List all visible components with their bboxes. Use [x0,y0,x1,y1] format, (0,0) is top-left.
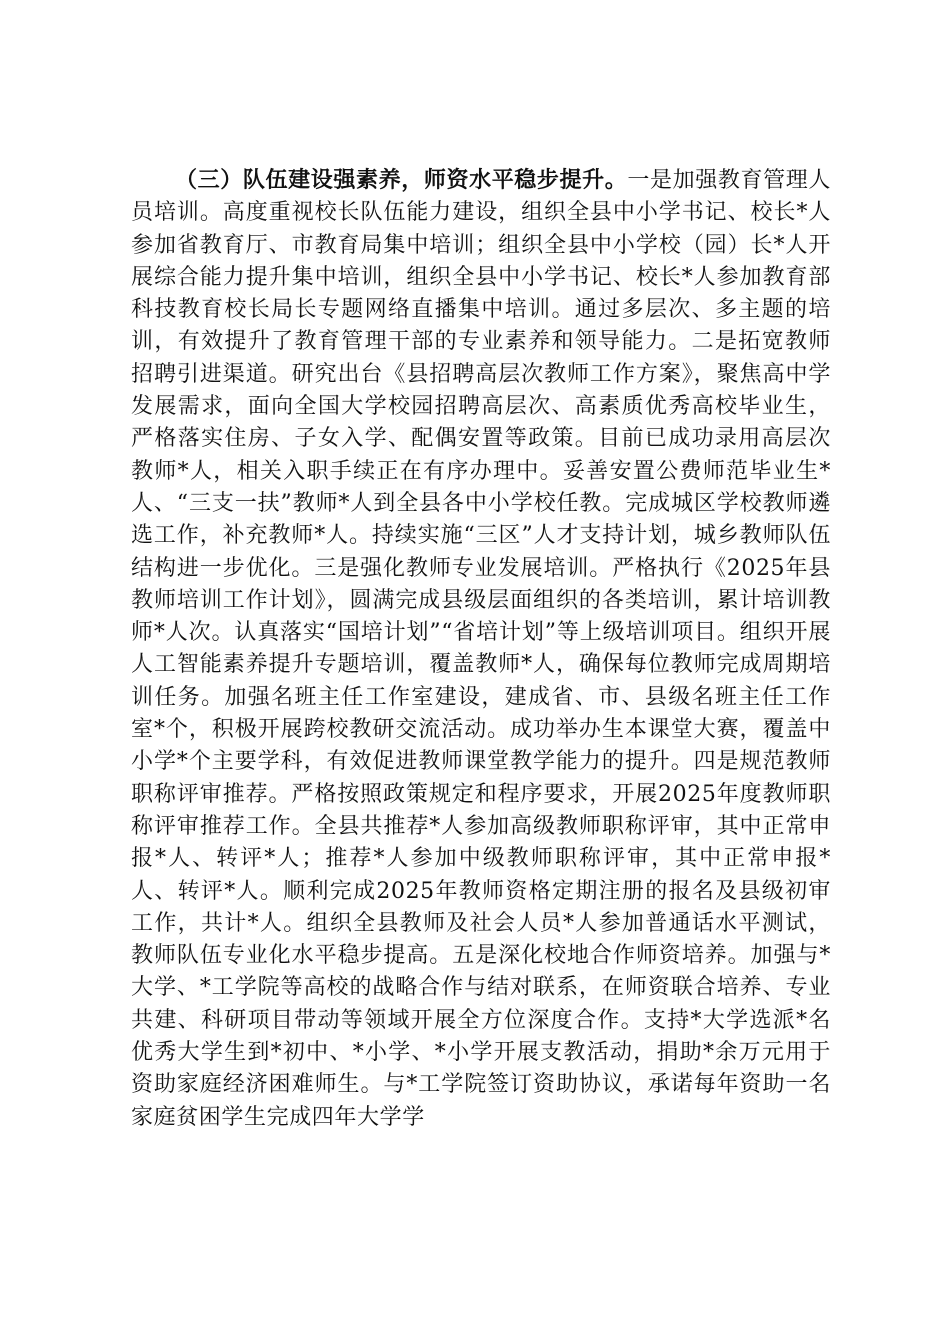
paragraph [131,165,831,1134]
section-heading: （三）队伍建设强素养，师资水平稳步提升。 [175,168,628,193]
document-body [131,165,831,1134]
paragraph-text: 一是加强教育管理人员培训。高度重视校长队伍能力建设，组织全县中小学书记、校长*人参加省教育厅、市教育局集中培训；组织全县中小学校（园）长*人开展综合能力提升集中培训，组织全县中小学书记、校长*人参加教育部科技教育校长局长专题网络直播集中培训。通过多层次、多主题的培训，有效提升了教育管理干部的专业素养和领导能力。二是拓宽教师招聘引进渠道。研究出台《县招聘高层次教师工作方案》，聚焦高中学发展需求，面向全国大学校园招聘高层次、高素质优秀高校毕业生，严格落实住房、子女入学、配偶安置等政策。目前已成功录用高层次教师*人，相关入职手续正在有序办理中。妥善安置公费师范毕业生*人、“三支一扶”教师*人到全县各中小学校任教。完成城区学校教师遴选工作，补充教师*人。持续实施“三区”人才支持计划，城乡教师队伍结构进一步优化。三是强化教师专业发展培训。严格执行《2025年县教师培训工作计划》，圆满完成县级层面组织的各类培训，累计培训教师*人次。认真落实“国培计划”“省培计划”等上级培训项目。组织开展人工智能素养提升专题培训，覆盖教师*人，确保每位教师完成周期培训任务。加强名班主任工作室建设，建成省、市、县级名班主任工作室*个，积极开展跨校教研交流活动。成功举办生本课堂大赛，覆盖中小学*个主要学科，有效促进教师课堂教学能力的提升。四是规范教师职称评审推荐。严格按照政策规定和程序要求，开展2025年度教师职称评审推荐工作。全县共推荐*人参加高级教师职称评审，其中正常申报*人、转评*人；推荐*人参加中级教师职称评审，其中正常申报*人、转评*人。顺利完成2025年教师资格定期注册的报名及县级初审工作，共计*人。组织全县教师及社会人员*人参加普通话水平测试，教师队伍专业化水平稳步提高。五是深化校地合作师资培养。加强与*大学、*工学院等高校的战略合作与结对联系，在师资联合培养、专业共建、科研项目带动等领域开展全方位深度合作。支持*大学选派*名优秀大学生到*初中、*小学、*小学开展支教活动，捐助*余万元用于资助家庭经济困难师生。与*工学院签订资助协议，承诺每年资助一名家庭贫困学生完成四年大学学 [131,168,831,1130]
